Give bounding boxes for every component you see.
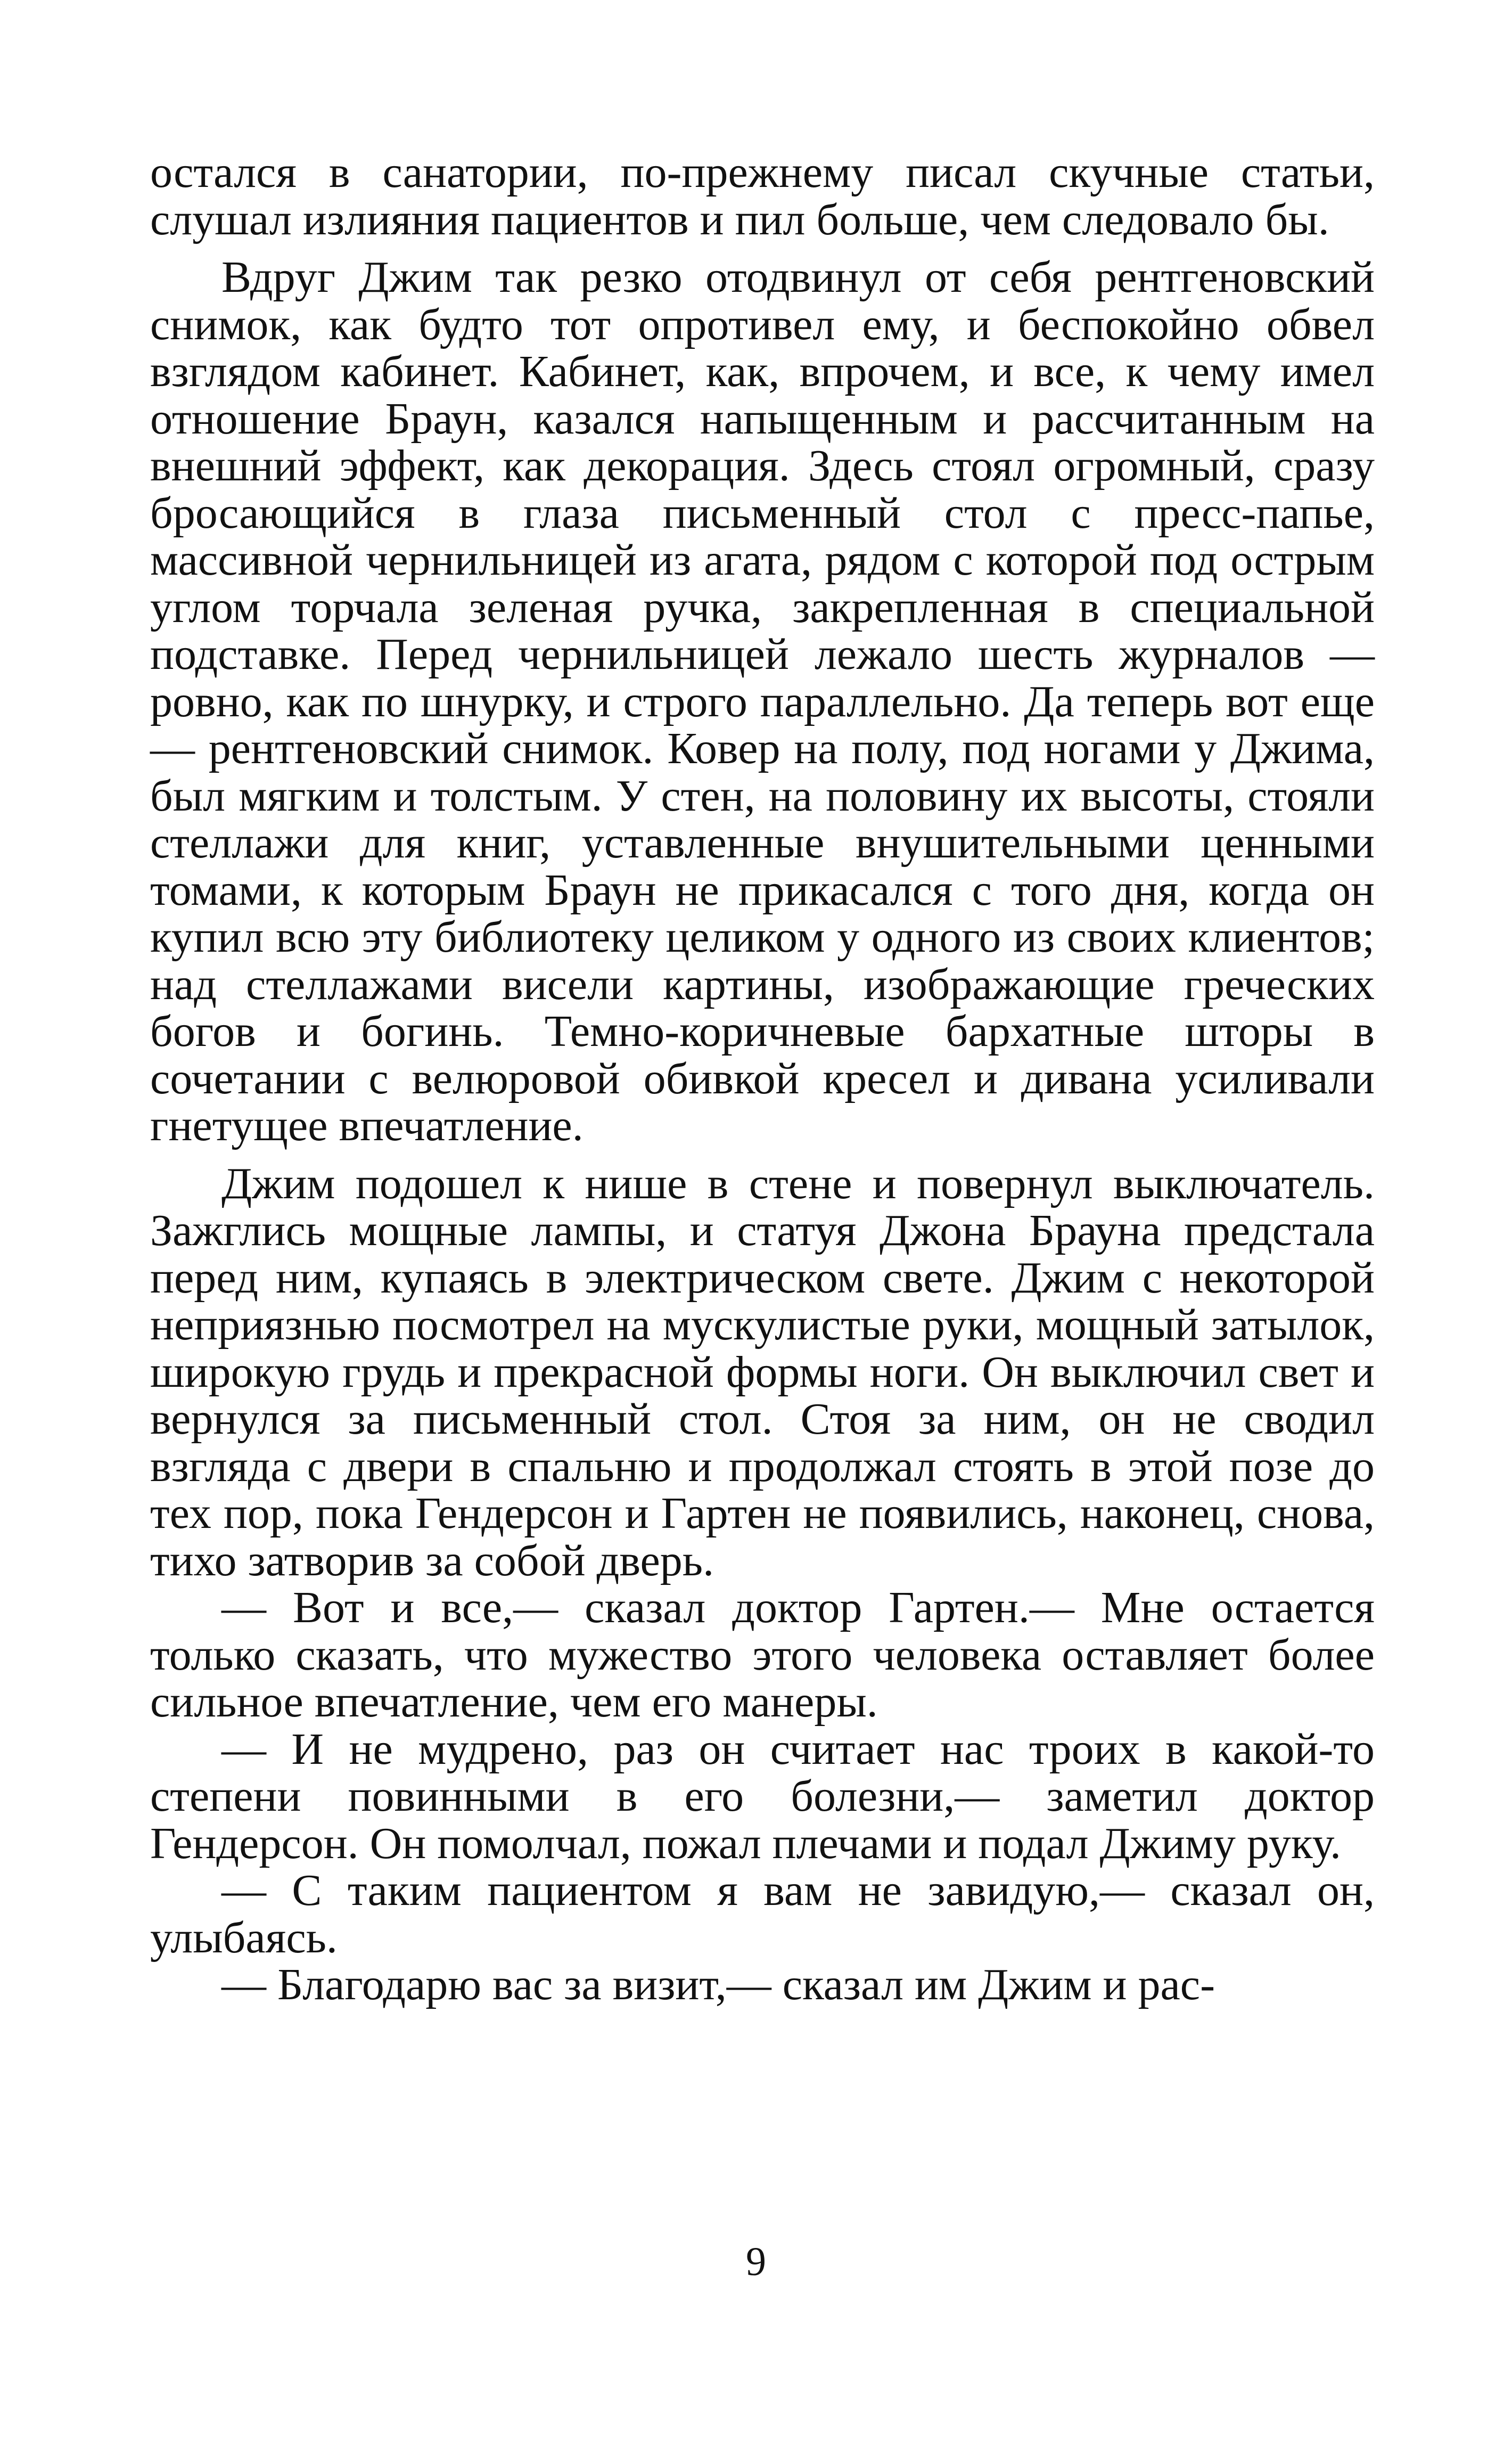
book-page-text xyxy=(150,149,1375,2009)
paragraph-statue: Джим подошел к нише в стене и повернул выключатель. Зажглись мощные лампы, и статуя Джона Брауна предстала перед ним, купаясь в электрическом свете. Джим с некоторой неприязнью посмотрел на мускулистые руки, мощный затылок, широкую грудь и прекрасной формы ноги. Он выключил свет и вернулся за письменный стол. Стоя за ним, он не сводил взгляда с двери в спальню и продолжал стоять в этой позе до тех пор, пока Гендерсон и Гартен не появились, наконец, снова, тихо затворив за собой дверь. xyxy=(150,1158,1375,1585)
dialogue-garten: — Вот и все,— сказал доктор Гартен.— Мне остается только сказать, что мужество этого человека оставляет более сильное впечатление, чем его манеры. xyxy=(150,1583,1375,1727)
paragraph-office-description: Вдруг Джим так резко отодвинул от себя рентгеновский снимок, как будто тот опротивел ему, и беспокойно обвел взглядом кабинет. Кабинет, как, впрочем, и все, к чему имел отношение Браун, казался напыщенным и рассчитанным на внешний эффект, как декорация. Здесь стоял огромный, сразу бросающийся в глаза письменный стол с пресс-папье, массивной чернильницей из агата, рядом с которой под острым углом торчала зеленая ручка, закрепленная в специальной подставке. Перед чернильницей лежало шесть журналов — ровно, как по шнурку, и строго параллельно. Да теперь вот еще — рентгеновский снимок. Ковер на полу, под ногами у Джима, был мягким и толстым. У стен, на половину их высоты, стояли стеллажи для книг, уставленные внушительными ценными томами, к которым Браун не прикасался с того дня, когда он купил всю эту библиотеку целиком у одного из своих клиентов; над стеллажами висели картины, изображающие греческих богов и богинь. Темно-коричневые бархатные шторы в сочетании с велюровой обивкой кресел и дивана усиливали гнетущее впечатление. xyxy=(150,252,1375,1150)
page-number: 9 xyxy=(746,2239,766,2284)
paragraph-continuation: остался в санатории, по-прежнему писал скучные статьи, слушал излияния пациентов и пил больше, чем следовало бы. xyxy=(150,148,1375,244)
dialogue-patient: — С таким пациентом я вам не завидую,— сказал он, улыбаясь. xyxy=(150,1866,1375,1962)
dialogue-henderson: — И не мудрено, раз он считает нас троих в какой-то степени повинными в его болезни,— заметил доктор Гендерсон. Он помолчал, пожал плечами и подал Джиму руку. xyxy=(150,1724,1375,1868)
dialogue-thanks: — Благодарю вас за визит,— сказал им Джим и рас- xyxy=(221,1960,1215,2009)
